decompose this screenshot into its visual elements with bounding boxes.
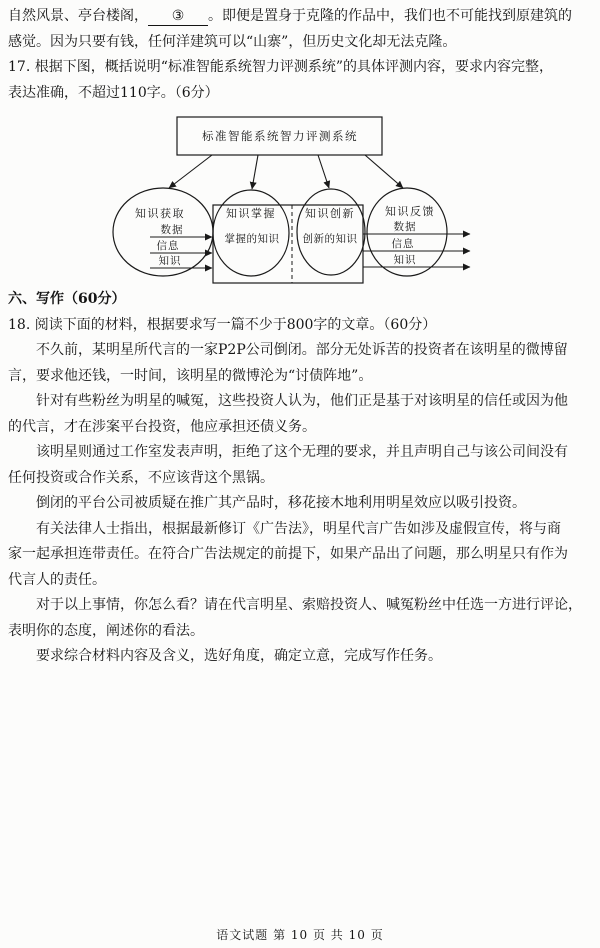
material-paragraph-5-line-3: 代言人的责任。 — [8, 571, 106, 588]
acquisition-item-data: 数据 — [160, 224, 184, 236]
continuation-text-after-blank: 。即便是置身于克隆的作品中，我们也不可能找到原建筑的 — [208, 8, 572, 24]
feedback-item-information: 信息 — [391, 238, 415, 250]
material-paragraph-4-line-1: 倒闭的平台公司被质疑在推广其产品时，移花接木地利用明星效应以吸引投资。 — [36, 495, 526, 511]
material-paragraph-6-line-2: 表明你的态度，阐述你的看法。 — [8, 622, 204, 639]
material-paragraph-3-line-1: 该明星则通过工作室发表声明，拒绝了这个无理的要求，并且声明自己与该公司间没有 — [36, 444, 568, 460]
material-paragraph-5-line-1: 有关法律人士指出，根据最新修订《广告法》，明星代言广告如涉及虚假宣传，将与商 — [36, 520, 561, 537]
knowledge-mastery-label: 知识掌握 — [226, 207, 276, 220]
acquisition-item-knowledge: 知识 — [158, 255, 182, 267]
answer-blank: ③ — [148, 7, 208, 26]
material-paragraph-6-line-1: 对于以上事情，你怎么看？请在代言明星、索赔投资人、喊冤粉丝中任选一方进行评论， — [36, 597, 582, 613]
material-paragraph-5-line-2: 家一起承担连带责任。在符合广告法规定的前提下，如果产品出了问题，那么明星只有作为 — [8, 546, 568, 562]
evaluation-system-diagram — [0, 105, 600, 295]
material-paragraph-2-line-2: 的代言，才在涉案平台投资，他应承担还债义务。 — [8, 418, 316, 435]
top-text-block — [8, 4, 592, 106]
knowledge-feedback-label: 知识反馈 — [385, 205, 435, 218]
knowledge-acquisition-label: 知识获取 — [135, 207, 185, 220]
material-paragraph-1-line-2: 言，要求他还钱，一时间，该明星的微博沦为“讨债阵地”。 — [8, 367, 373, 384]
section-6-heading: 六、写作（60分） — [8, 291, 126, 307]
continuation-text-before-blank: 自然风景、亭台楼阁， — [8, 8, 148, 24]
question-17-line-1: 17. 根据下图，概括说明“标准智能系统智力评测系统”的具体评测内容，要求内容完整， — [8, 59, 554, 75]
knowledge-innovation-label: 知识创新 — [305, 207, 355, 220]
material-paragraph-1-line-1: 不久前，某明星所代言的一家P2P公司倒闭。部分无处诉苦的投资者在该明星的微博留 — [36, 342, 568, 358]
writing-section — [8, 287, 592, 670]
mastered-knowledge-item: 掌握的知识 — [224, 233, 280, 245]
question-17-line-2: 表达准确，不超过110字。（6分） — [8, 84, 219, 101]
question-18-prompt: 18. 阅读下面的材料，根据要求写一篇不少于800字的文章。（60分） — [8, 316, 437, 333]
feedback-item-data: 数据 — [393, 221, 417, 233]
arrow-to-knowledge-mastery — [252, 155, 258, 189]
continuation-line-2: 感觉。因为只要有钱，任何洋建筑可以“山寨”，但历史文化却无法克隆。 — [8, 33, 457, 50]
material-paragraph-3-line-2: 任何投资或合作关系，不应该背这个黑锅。 — [8, 469, 274, 486]
arrow-to-knowledge-acquisition — [169, 155, 212, 188]
acquisition-item-information: 信息 — [156, 240, 180, 252]
continuation-line-1 — [8, 4, 592, 30]
arrow-to-knowledge-innovation — [318, 155, 329, 188]
material-paragraph-2-line-1: 针对有些粉丝为明星的喊冤，这些投资人认为，他们正是基于对该明星的信任或因为他 — [36, 393, 568, 409]
feedback-item-knowledge: 知识 — [393, 254, 417, 266]
material-paragraph-7-line-1: 要求综合材料内容及含义，选好角度，确定立意，完成写作任务。 — [36, 648, 442, 664]
innovated-knowledge-item: 创新的知识 — [302, 233, 358, 245]
knowledge-innovation-circle — [297, 189, 365, 275]
arrow-to-knowledge-feedback — [365, 155, 403, 188]
system-title: 标准智能系统智力评测系统 — [202, 129, 358, 143]
page-footer: 语文试题 第 10 页 共 10 页 — [216, 928, 384, 942]
